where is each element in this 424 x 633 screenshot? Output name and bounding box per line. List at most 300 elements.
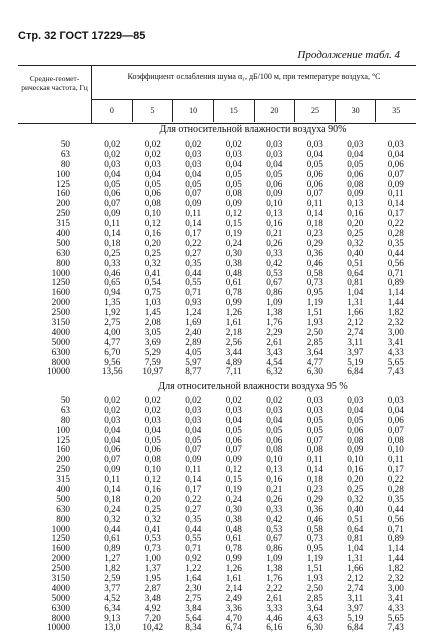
- coefficient-cell: 0,20: [347, 218, 364, 229]
- coefficient-cell: 0,04: [104, 434, 121, 445]
- frequency-cell: 125: [56, 178, 70, 189]
- coefficient-cell: 1,95: [144, 573, 161, 584]
- coefficient-cell: 0,24: [225, 237, 242, 248]
- coefficient-header-title: Коэффициент ослабления шума α₁, дБ/100 м, при температуре воздуха, °С: [92, 66, 416, 100]
- coefficient-cell: 7,43: [387, 366, 404, 377]
- coefficient-cell: 5,19: [347, 612, 364, 623]
- coefficient-cell: 1,19: [306, 297, 323, 308]
- coefficient-cell: 3,41: [387, 336, 404, 347]
- coefficient-cell: 0,55: [185, 277, 202, 288]
- coefficient-cell: 4,70: [225, 612, 242, 623]
- coefficient-cell: 0,65: [104, 277, 121, 288]
- coefficient-cell: 4,63: [306, 612, 323, 623]
- coefficient-cell: 0,61: [225, 533, 242, 544]
- frequency-cell: 3150: [51, 573, 70, 584]
- coefficient-cell: 2,32: [387, 317, 404, 328]
- coefficient-cell: 0,06: [144, 444, 161, 455]
- section-90-title: Для относительной влажности воздуха 90%: [159, 124, 347, 135]
- coefficient-cell: 0,14: [185, 474, 202, 485]
- coefficient-cell: 0,26: [266, 493, 283, 504]
- temp-col-30: 30: [335, 100, 376, 122]
- coefficient-cell: 0,04: [347, 148, 364, 159]
- coefficient-cell: 9,13: [104, 612, 121, 623]
- coefficient-cell: 0,25: [104, 247, 121, 258]
- frequency-cell: 1000: [51, 267, 70, 278]
- coefficient-cell: 0,93: [185, 297, 202, 308]
- coefficient-cell: 0,11: [306, 198, 323, 209]
- coefficient-cell: 2,75: [104, 317, 121, 328]
- coefficient-cell: 0,07: [306, 188, 323, 199]
- coefficient-cell: 0,32: [347, 493, 364, 504]
- table-continuation-caption: Продолжение табл. 4: [297, 49, 400, 61]
- coefficient-cell: 2,12: [347, 573, 364, 584]
- coefficient-cell: 0,02: [144, 139, 161, 149]
- frequency-cell: 1600: [51, 543, 70, 554]
- coefficient-cell: 0,41: [144, 523, 161, 534]
- coefficient-cell: 0,71: [185, 287, 202, 298]
- frequency-cell: 80: [60, 414, 70, 425]
- coefficient-cell: 0,44: [185, 267, 202, 278]
- coefficient-cell: 0,11: [185, 208, 202, 219]
- coefficient-cell: 2,59: [104, 573, 121, 584]
- coefficient-cell: 0,04: [266, 414, 283, 425]
- coefficient-cell: 4,00: [104, 326, 121, 337]
- coefficient-cell: 1,26: [225, 563, 242, 574]
- coefficient-cell: 0,73: [144, 543, 161, 554]
- coefficient-cell: 6,16: [266, 622, 283, 633]
- coefficient-cell: 0,95: [306, 287, 323, 298]
- coefficient-cell: 0,03: [266, 404, 283, 415]
- coefficient-cell: 4,77: [306, 356, 323, 367]
- coefficient-cell: 0,73: [306, 277, 323, 288]
- coefficient-cell: 0,35: [185, 257, 202, 268]
- coefficient-cell: 0,05: [266, 168, 283, 179]
- coefficient-cell: 0,04: [225, 158, 242, 169]
- coefficient-cell: 2,85: [306, 592, 323, 603]
- coefficient-cell: 0,17: [387, 464, 404, 475]
- coefficient-cell: 2,12: [347, 317, 364, 328]
- coefficient-cell: 0,12: [225, 464, 242, 475]
- coefficient-cell: 0,42: [266, 513, 283, 524]
- coefficient-cell: 0,95: [306, 543, 323, 554]
- coefficient-cell: 0,09: [347, 444, 364, 455]
- coefficient-cell: 0,17: [185, 484, 202, 495]
- coefficient-cell: 0,16: [347, 464, 364, 475]
- coefficient-cell: 0,53: [144, 533, 161, 544]
- coefficient-cell: 2,61: [266, 592, 283, 603]
- coefficient-cell: 0,05: [225, 424, 242, 435]
- coefficient-cell: 2,32: [387, 573, 404, 584]
- coefficient-cell: 0,19: [225, 484, 242, 495]
- coefficient-cell: 1,51: [306, 563, 323, 574]
- coefficient-cell: 0,02: [185, 395, 202, 405]
- coefficient-cell: 0,04: [266, 158, 283, 169]
- coefficient-cell: 0,75: [144, 287, 161, 298]
- coefficient-cell: 2,22: [266, 582, 283, 593]
- frequency-cell: 5000: [51, 592, 70, 603]
- coefficient-cell: 0,02: [225, 139, 242, 149]
- coefficient-cell: 0,36: [306, 503, 323, 514]
- coefficient-cell: 0,44: [387, 503, 404, 514]
- coefficient-cell: 0,81: [347, 277, 364, 288]
- frequency-column-header: Средне-геомет-рическая частота, Гц: [18, 66, 92, 123]
- coefficient-cell: 0,06: [387, 158, 404, 169]
- coefficient-cell: 1,64: [185, 573, 202, 584]
- coefficient-cell: 7,20: [144, 612, 161, 623]
- coefficient-cell: 2,61: [266, 336, 283, 347]
- coefficient-cell: 1,19: [306, 553, 323, 564]
- coefficient-cell: 0,02: [185, 139, 202, 149]
- coefficient-cell: 1,27: [104, 553, 121, 564]
- coefficient-cell: 1,00: [144, 553, 161, 564]
- coefficient-cell: 0,06: [225, 434, 242, 445]
- coefficient-cell: 1,61: [225, 317, 242, 328]
- coefficient-cell: 0,05: [225, 168, 242, 179]
- frequency-cell: 800: [56, 513, 70, 524]
- coefficient-cell: 3,00: [387, 326, 404, 337]
- coefficient-cell: 0,04: [347, 404, 364, 415]
- coefficient-cell: 0,08: [347, 178, 364, 189]
- frequency-cell: 400: [56, 228, 70, 239]
- coefficient-cell: 2,18: [225, 326, 242, 337]
- coefficient-cell: 0,33: [266, 247, 283, 258]
- frequency-cell: 250: [56, 208, 70, 219]
- coefficient-cell: 1,09: [266, 297, 283, 308]
- table-row: [18, 623, 416, 633]
- coefficient-cell: 0,11: [104, 474, 121, 485]
- coefficient-cell: 0,89: [387, 277, 404, 288]
- coefficient-cell: 0,92: [185, 553, 202, 564]
- coefficient-cell: 6,32: [266, 366, 283, 377]
- coefficient-cell: 0,22: [185, 237, 202, 248]
- coefficient-cell: 0,02: [144, 404, 161, 415]
- coefficient-cell: 0,13: [266, 464, 283, 475]
- coefficient-cell: 1,38: [266, 563, 283, 574]
- coefficient-cell: 0,02: [225, 395, 242, 405]
- coefficient-cell: 1,93: [306, 317, 323, 328]
- frequency-cell: 80: [60, 158, 70, 169]
- frequency-cell: 4000: [51, 326, 70, 337]
- coefficient-cell: 6,70: [104, 346, 121, 357]
- coefficient-cell: 0,03: [185, 414, 202, 425]
- coefficient-cell: 6,84: [347, 366, 364, 377]
- coefficient-cell: 0,20: [347, 474, 364, 485]
- coefficient-cell: 0,07: [104, 454, 121, 465]
- coefficient-cell: 0,06: [387, 414, 404, 425]
- coefficient-cell: 4,54: [266, 356, 283, 367]
- coefficient-cell: 1,22: [185, 563, 202, 574]
- coefficient-cell: 0,05: [225, 178, 242, 189]
- frequency-cell: 50: [60, 395, 70, 405]
- table-row: [18, 367, 416, 377]
- section-95-title: Для относительной влажности воздуха 95 %: [158, 381, 348, 392]
- coefficient-cell: 1,24: [185, 307, 202, 318]
- frequency-cell: 6300: [51, 346, 70, 357]
- coefficient-cell: 3,48: [144, 592, 161, 603]
- coefficient-cell: 0,22: [387, 474, 404, 485]
- frequency-cell: 2000: [51, 297, 70, 308]
- coefficient-cell: 3,00: [387, 582, 404, 593]
- coefficient-cell: 0,20: [144, 493, 161, 504]
- coefficient-cell: 0,61: [225, 277, 242, 288]
- coefficient-cell: 0,35: [387, 237, 404, 248]
- frequency-cell: 500: [56, 493, 70, 504]
- coefficient-cell: 0,99: [225, 553, 242, 564]
- coefficient-cell: 0,30: [225, 247, 242, 258]
- coefficient-cell: 0,40: [347, 503, 364, 514]
- coefficient-cell: 3,64: [306, 602, 323, 613]
- coefficient-cell: 4,33: [387, 346, 404, 357]
- temperature-columns: [92, 100, 416, 122]
- coefficient-cell: 0,99: [225, 297, 242, 308]
- coefficient-cell: 0,89: [104, 543, 121, 554]
- frequency-cell: 630: [56, 247, 70, 258]
- coefficient-cell: 0,03: [306, 139, 323, 149]
- coefficient-cell: 0,07: [306, 434, 323, 445]
- coefficient-cell: 5,97: [185, 356, 202, 367]
- coefficient-cell: 0,25: [144, 247, 161, 258]
- frequency-cell: 160: [56, 444, 70, 455]
- coefficient-cell: 0,64: [347, 267, 364, 278]
- coefficient-cell: 0,03: [387, 139, 404, 149]
- coefficient-cell: 0,12: [144, 474, 161, 485]
- frequency-cell: 500: [56, 237, 70, 248]
- coefficient-cell: 0,06: [104, 444, 121, 455]
- coefficient-cell: 0,41: [144, 267, 161, 278]
- coefficient-cell: 0,81: [347, 533, 364, 544]
- coefficient-cell: 0,16: [144, 228, 161, 239]
- coefficient-cell: 1,92: [104, 307, 121, 318]
- coefficient-cell: 0,09: [185, 454, 202, 465]
- coefficient-cell: 0,14: [306, 464, 323, 475]
- frequency-cell: 1000: [51, 523, 70, 534]
- coefficient-cell: 0,61: [104, 533, 121, 544]
- coefficient-cell: 0,09: [387, 178, 404, 189]
- coefficient-cell: 8,34: [185, 622, 202, 633]
- coefficient-cell: 0,04: [144, 424, 161, 435]
- coefficient-cell: 0,08: [266, 444, 283, 455]
- coefficient-cell: 0,23: [306, 228, 323, 239]
- coefficient-cell: 0,16: [266, 474, 283, 485]
- coefficient-cell: 13,56: [101, 366, 123, 377]
- coefficient-cell: 0,04: [185, 424, 202, 435]
- coefficient-cell: 0,20: [144, 237, 161, 248]
- coefficient-cell: 0,32: [144, 513, 161, 524]
- table-header: [18, 65, 416, 124]
- coefficient-cell: 1,61: [225, 573, 242, 584]
- coefficient-cell: 0,10: [266, 198, 283, 209]
- frequency-cell: 10000: [47, 366, 70, 377]
- coefficient-cell: 0,33: [104, 257, 121, 268]
- coefficient-cell: 2,75: [185, 592, 202, 603]
- frequency-cell: 400: [56, 484, 70, 495]
- coefficient-cell: 1,03: [144, 297, 161, 308]
- coefficient-cell: 0,09: [185, 198, 202, 209]
- coefficient-cell: 0,08: [225, 188, 242, 199]
- coefficient-cell: 2,74: [347, 582, 364, 593]
- frequency-cell: 250: [56, 464, 70, 475]
- coefficient-cell: 0,08: [347, 434, 364, 445]
- coefficient-cell: 0,58: [306, 267, 323, 278]
- coefficient-cell: 3,97: [347, 346, 364, 357]
- coefficient-cell: 0,06: [306, 168, 323, 179]
- coefficient-cell: 0,78: [225, 543, 242, 554]
- coefficient-cell: 0,24: [104, 503, 121, 514]
- coefficient-cell: 0,02: [144, 148, 161, 159]
- coefficient-cell: 0,07: [104, 198, 121, 209]
- coefficient-cell: 0,28: [387, 484, 404, 495]
- coefficient-cell: 5,65: [387, 612, 404, 623]
- coefficient-cell: 0,03: [225, 148, 242, 159]
- coefficient-cell: 6,30: [306, 622, 323, 633]
- coefficient-cell: 0,32: [347, 237, 364, 248]
- coefficient-cell: 3,84: [185, 602, 202, 613]
- coefficient-cell: 0,08: [387, 434, 404, 445]
- coefficient-cell: 0,73: [306, 533, 323, 544]
- coefficient-cell: 1,26: [225, 307, 242, 318]
- coefficient-cell: 0,07: [185, 188, 202, 199]
- coefficient-cell: 0,71: [387, 523, 404, 534]
- coefficient-cell: 0,56: [387, 257, 404, 268]
- coefficient-cell: 0,51: [347, 257, 364, 268]
- coefficient-cell: 3,69: [144, 336, 161, 347]
- coefficient-cell: 0,22: [387, 218, 404, 229]
- coefficient-cell: 1,14: [387, 287, 404, 298]
- coefficient-cell: 2,40: [185, 326, 202, 337]
- coefficient-cell: 0,18: [306, 474, 323, 485]
- coefficient-cell: 7,11: [225, 366, 242, 377]
- coefficient-cell: 0,04: [104, 424, 121, 435]
- coefficient-cell: 1,82: [387, 563, 404, 574]
- coefficient-cell: 3,97: [347, 602, 364, 613]
- coefficient-cell: 9,56: [104, 356, 121, 367]
- coefficient-cell: 1,44: [387, 297, 404, 308]
- coefficient-cell: 0,05: [185, 178, 202, 189]
- coefficient-cell: 4,33: [387, 602, 404, 613]
- coefficient-cell: 0,10: [387, 444, 404, 455]
- coefficient-cell: 0,05: [306, 158, 323, 169]
- coefficient-cell: 0,03: [144, 158, 161, 169]
- coefficient-cell: 1,69: [185, 317, 202, 328]
- coefficient-cell: 1,04: [347, 287, 364, 298]
- coefficient-cell: 0,35: [185, 513, 202, 524]
- coefficient-cell: 5,65: [387, 356, 404, 367]
- coefficient-cell: 0,13: [266, 208, 283, 219]
- frequency-cell: 8000: [51, 356, 70, 367]
- coefficient-cell: 0,02: [104, 404, 121, 415]
- coefficient-cell: 0,38: [225, 513, 242, 524]
- frequency-cell: 5000: [51, 336, 70, 347]
- coefficient-cell: 0,04: [387, 148, 404, 159]
- coefficient-cell: 0,14: [387, 198, 404, 209]
- coefficient-cell: 3,11: [347, 592, 364, 603]
- frequency-cell: 125: [56, 434, 70, 445]
- coefficient-cell: 3,05: [144, 326, 161, 337]
- coefficient-cell: 0,24: [225, 493, 242, 504]
- coefficient-cell: 3,64: [306, 346, 323, 357]
- coefficient-cell: 0,14: [104, 484, 121, 495]
- coefficient-cell: 0,67: [266, 533, 283, 544]
- coefficient-cell: 0,09: [225, 198, 242, 209]
- frequency-cell: 160: [56, 188, 70, 199]
- coefficient-cell: 2,30: [185, 582, 202, 593]
- coefficient-cell: 0,22: [185, 493, 202, 504]
- coefficient-cell: 0,40: [347, 247, 364, 258]
- coefficient-cell: 0,18: [306, 218, 323, 229]
- coefficient-cell: 0,29: [306, 493, 323, 504]
- coefficient-cell: 2,87: [144, 582, 161, 593]
- coefficient-cell: 2,89: [185, 336, 202, 347]
- coefficient-cell: 0,11: [306, 454, 323, 465]
- coefficient-cell: 0,71: [387, 267, 404, 278]
- coefficient-cell: 0,36: [306, 247, 323, 258]
- coefficient-cell: 0,38: [225, 257, 242, 268]
- frequency-cell: 800: [56, 257, 70, 268]
- frequency-cell: 50: [60, 139, 70, 149]
- coefficient-cell: 0,14: [104, 228, 121, 239]
- frequency-cell: 3150: [51, 317, 70, 328]
- coefficient-cell: 2,50: [306, 582, 323, 593]
- temp-col-15: 15: [213, 100, 254, 122]
- coefficient-cell: 0,03: [185, 158, 202, 169]
- frequency-cell: 2500: [51, 307, 70, 318]
- coefficient-cell: 1,82: [387, 307, 404, 318]
- coefficient-cell: 0,03: [387, 395, 404, 405]
- coefficient-cell: 6,30: [306, 366, 323, 377]
- coefficient-cell: 1,66: [347, 307, 364, 318]
- coefficient-cell: 0,16: [144, 484, 161, 495]
- coefficient-cell: 1,82: [104, 563, 121, 574]
- coefficient-cell: 0,03: [347, 139, 364, 149]
- coefficient-cell: 1,31: [347, 297, 364, 308]
- coefficient-cell: 4,52: [104, 592, 121, 603]
- coefficient-cell: 4,92: [144, 602, 161, 613]
- coefficient-cell: 0,05: [144, 178, 161, 189]
- coefficient-cell: 0,12: [225, 208, 242, 219]
- coefficient-cell: 0,56: [387, 513, 404, 524]
- temp-col-20: 20: [254, 100, 295, 122]
- coefficient-cell: 2,50: [306, 326, 323, 337]
- coefficient-cell: 0,05: [144, 434, 161, 445]
- coefficient-cell: 0,02: [144, 395, 161, 405]
- frequency-cell: 8000: [51, 612, 70, 623]
- coefficient-cell: 3,36: [225, 602, 242, 613]
- coefficient-cell: 0,53: [266, 267, 283, 278]
- coefficient-cell: 2,85: [306, 336, 323, 347]
- coefficient-cell: 0,08: [144, 454, 161, 465]
- coefficient-cell: 0,03: [185, 404, 202, 415]
- coefficient-cell: 0,05: [104, 178, 121, 189]
- coefficient-cell: 0,05: [185, 434, 202, 445]
- coefficient-cell: 3,44: [225, 346, 242, 357]
- coefficient-cell: 2,29: [266, 326, 283, 337]
- coefficient-cell: 0,33: [266, 503, 283, 514]
- coefficient-cell: 0,07: [185, 444, 202, 455]
- frequency-cell: 100: [56, 168, 70, 179]
- coefficient-cell: 0,15: [225, 218, 242, 229]
- coefficient-cell: 3,33: [266, 602, 283, 613]
- coefficient-cell: 0,51: [347, 513, 364, 524]
- coefficient-cell: 1,44: [387, 553, 404, 564]
- coefficient-cell: 0,16: [347, 208, 364, 219]
- coefficient-cell: 2,56: [225, 336, 242, 347]
- coefficient-cell: 0,03: [144, 414, 161, 425]
- coefficient-cell: 4,77: [104, 336, 121, 347]
- coefficient-cell: 0,30: [225, 503, 242, 514]
- coefficient-cell: 5,19: [347, 356, 364, 367]
- coefficient-cell: 1,38: [266, 307, 283, 318]
- coefficient-cell: 0,42: [266, 257, 283, 268]
